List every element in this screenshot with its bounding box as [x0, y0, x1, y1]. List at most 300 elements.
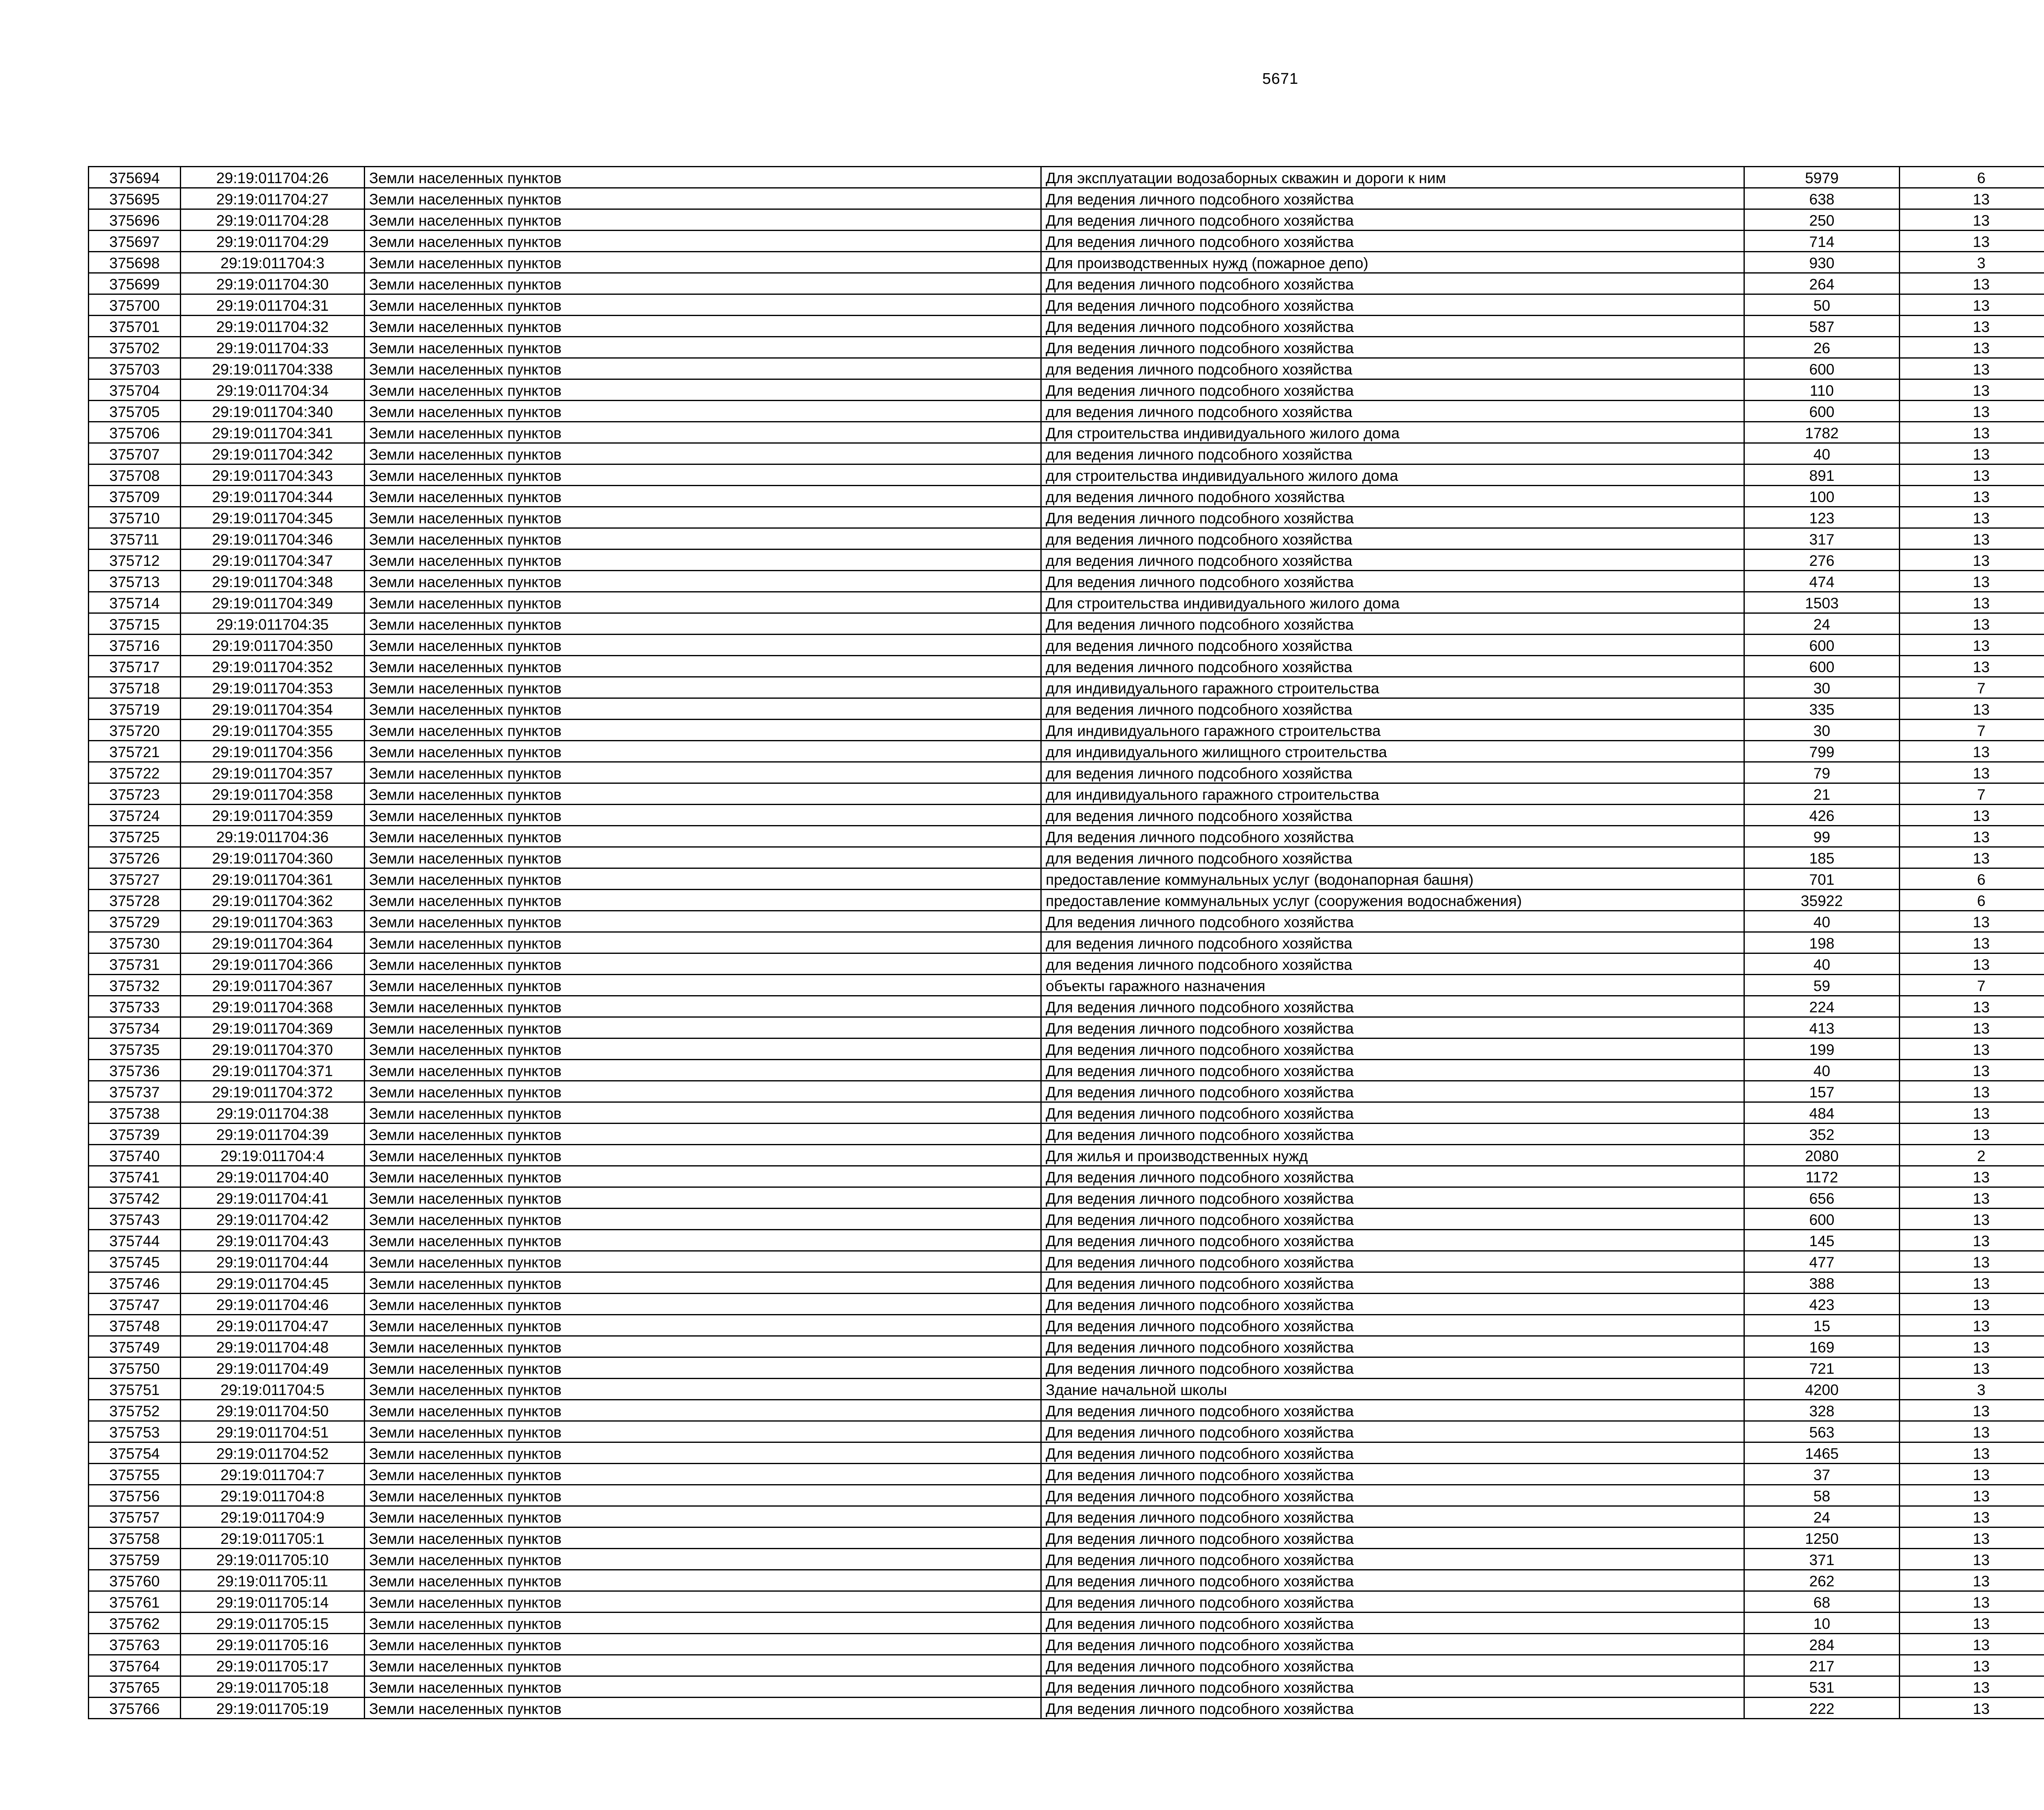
record-number-cell: 375709	[89, 486, 181, 507]
cadastral-number-cell: 29:19:011704:362	[181, 890, 365, 911]
permitted-use-cell: Для жилья и производственных нужд	[1041, 1145, 1744, 1166]
permitted-use-cell: Для ведения личного подсобного хозяйства	[1041, 1209, 1744, 1230]
permitted-use-cell: Для ведения личного подсобного хозяйства	[1041, 613, 1744, 635]
area-cell: 100	[1744, 486, 1900, 507]
cadastral-number-cell: 29:19:011704:364	[181, 932, 365, 953]
group-cell: 13	[1900, 1294, 2044, 1315]
record-number-cell: 375760	[89, 1570, 181, 1591]
permitted-use-cell: для ведения личного подсобного хозяйства	[1041, 762, 1744, 783]
table-row	[89, 1570, 2044, 1591]
group-cell: 13	[1900, 635, 2044, 656]
table-row	[89, 1464, 2044, 1485]
land-category-cell: Земли населенных пунктов	[365, 167, 1041, 188]
group-cell: 13	[1900, 550, 2044, 571]
land-category-cell: Земли населенных пунктов	[365, 1527, 1041, 1549]
land-category-cell: Земли населенных пунктов	[365, 464, 1041, 486]
record-number-cell: 375759	[89, 1549, 181, 1570]
area-cell: 317	[1744, 528, 1900, 550]
cadastral-number-cell: 29:19:011704:346	[181, 528, 365, 550]
area-cell: 40	[1744, 953, 1900, 975]
record-number-cell: 375712	[89, 550, 181, 571]
land-category-cell: Земли населенных пунктов	[365, 379, 1041, 401]
area-cell: 388	[1744, 1272, 1900, 1294]
land-category-cell: Земли населенных пунктов	[365, 1230, 1041, 1251]
table-row	[89, 1145, 2044, 1166]
land-category-cell: Земли населенных пунктов	[365, 826, 1041, 847]
cadastral-number-cell: 29:19:011705:11	[181, 1570, 365, 1591]
group-cell: 13	[1900, 337, 2044, 358]
permitted-use-cell: Для ведения личного подсобного хозяйства	[1041, 1081, 1744, 1102]
record-number-cell: 375713	[89, 571, 181, 592]
table-row	[89, 273, 2044, 294]
area-cell: 484	[1744, 1102, 1900, 1124]
cadastral-number-cell: 29:19:011704:29	[181, 231, 365, 252]
table-row	[89, 1294, 2044, 1315]
area-cell: 2080	[1744, 1145, 1900, 1166]
cadastral-number-cell: 29:19:011704:41	[181, 1187, 365, 1209]
permitted-use-cell: для индивидуального гаражного строительства	[1041, 677, 1744, 698]
table-row	[89, 1400, 2044, 1421]
table-row	[89, 528, 2044, 550]
area-cell: 335	[1744, 698, 1900, 720]
permitted-use-cell: Для ведения личного подсобного хозяйства	[1041, 1634, 1744, 1655]
cadastral-number-cell: 29:19:011704:342	[181, 443, 365, 464]
area-cell: 198	[1744, 932, 1900, 953]
area-cell: 930	[1744, 252, 1900, 273]
land-category-cell: Земли населенных пунктов	[365, 316, 1041, 337]
group-cell: 13	[1900, 528, 2044, 550]
permitted-use-cell: Для ведения личного подсобного хозяйства	[1041, 1294, 1744, 1315]
group-cell: 13	[1900, 1400, 2044, 1421]
land-category-cell: Земли населенных пунктов	[365, 1613, 1041, 1634]
cadastral-number-cell: 29:19:011705:17	[181, 1655, 365, 1676]
area-cell: 721	[1744, 1357, 1900, 1379]
area-cell: 58	[1744, 1485, 1900, 1506]
record-number-cell: 375707	[89, 443, 181, 464]
table-row	[89, 890, 2044, 911]
cadastral-table	[88, 166, 2044, 1719]
table-row	[89, 422, 2044, 443]
area-cell: 413	[1744, 1017, 1900, 1038]
land-category-cell: Земли населенных пунктов	[365, 1166, 1041, 1187]
record-number-cell: 375741	[89, 1166, 181, 1187]
permitted-use-cell: для ведения личного подсобного хозяйства	[1041, 550, 1744, 571]
table-row	[89, 1336, 2044, 1357]
record-number-cell: 375732	[89, 975, 181, 996]
cadastral-number-cell: 29:19:011704:38	[181, 1102, 365, 1124]
cadastral-number-cell: 29:19:011704:8	[181, 1485, 365, 1506]
record-number-cell: 375735	[89, 1038, 181, 1060]
group-cell: 13	[1900, 209, 2044, 231]
area-cell: 1782	[1744, 422, 1900, 443]
land-category-cell: Земли населенных пунктов	[365, 1251, 1041, 1272]
cadastral-number-cell: 29:19:011704:26	[181, 167, 365, 188]
permitted-use-cell: Для ведения личного подсобного хозяйства	[1041, 188, 1744, 209]
record-number-cell: 375763	[89, 1634, 181, 1655]
group-cell: 13	[1900, 1676, 2044, 1698]
land-category-cell: Земли населенных пунктов	[365, 911, 1041, 932]
table-row	[89, 592, 2044, 613]
area-cell: 262	[1744, 1570, 1900, 1591]
area-cell: 1250	[1744, 1527, 1900, 1549]
area-cell: 40	[1744, 443, 1900, 464]
table-row	[89, 1038, 2044, 1060]
area-cell: 30	[1744, 720, 1900, 741]
group-cell: 13	[1900, 847, 2044, 868]
land-category-cell: Земли населенных пунктов	[365, 528, 1041, 550]
table-row	[89, 486, 2044, 507]
table-row	[89, 720, 2044, 741]
table-row	[89, 1591, 2044, 1613]
cadastral-number-cell: 29:19:011704:360	[181, 847, 365, 868]
group-cell: 13	[1900, 358, 2044, 379]
group-cell: 13	[1900, 1549, 2044, 1570]
cadastral-number-cell: 29:19:011704:359	[181, 805, 365, 826]
permitted-use-cell: для ведения личного подобного хозяйства	[1041, 486, 1744, 507]
cadastral-number-cell: 29:19:011705:16	[181, 1634, 365, 1655]
cadastral-number-cell: 29:19:011704:356	[181, 741, 365, 762]
table-row	[89, 741, 2044, 762]
permitted-use-cell: предоставление коммунальных услуг (водонапорная башня)	[1041, 868, 1744, 890]
land-category-cell: Земли населенных пунктов	[365, 698, 1041, 720]
record-number-cell: 375745	[89, 1251, 181, 1272]
record-number-cell: 375695	[89, 188, 181, 209]
area-cell: 587	[1744, 316, 1900, 337]
permitted-use-cell: Для ведения личного подсобного хозяйства	[1041, 1613, 1744, 1634]
cadastral-number-cell: 29:19:011704:348	[181, 571, 365, 592]
land-category-cell: Земли населенных пунктов	[365, 783, 1041, 805]
permitted-use-cell: Для ведения личного подсобного хозяйства	[1041, 911, 1744, 932]
area-cell: 701	[1744, 868, 1900, 890]
table-row	[89, 401, 2044, 422]
record-number-cell: 375702	[89, 337, 181, 358]
area-cell: 328	[1744, 1400, 1900, 1421]
record-number-cell: 375715	[89, 613, 181, 635]
cadastral-number-cell: 29:19:011704:4	[181, 1145, 365, 1166]
area-cell: 199	[1744, 1038, 1900, 1060]
permitted-use-cell: для ведения личного подсобного хозяйства	[1041, 635, 1744, 656]
group-cell: 13	[1900, 1315, 2044, 1336]
cadastral-number-cell: 29:19:011704:51	[181, 1421, 365, 1442]
permitted-use-cell: для ведения личного подсобного хозяйства	[1041, 401, 1744, 422]
cadastral-number-cell: 29:19:011704:52	[181, 1442, 365, 1464]
permitted-use-cell: Для ведения личного подсобного хозяйства	[1041, 1421, 1744, 1442]
area-cell: 891	[1744, 464, 1900, 486]
cadastral-number-cell: 29:19:011704:340	[181, 401, 365, 422]
record-number-cell: 375761	[89, 1591, 181, 1613]
permitted-use-cell: Для ведения личного подсобного хозяйства	[1041, 826, 1744, 847]
permitted-use-cell: Для эксплуатации водозаборных скважин и дороги к ним	[1041, 167, 1744, 188]
land-category-cell: Земли населенных пунктов	[365, 1294, 1041, 1315]
cadastral-number-cell: 29:19:011704:43	[181, 1230, 365, 1251]
table-row	[89, 847, 2044, 868]
group-cell: 13	[1900, 231, 2044, 252]
record-number-cell: 375718	[89, 677, 181, 698]
table-row	[89, 635, 2044, 656]
record-number-cell: 375753	[89, 1421, 181, 1442]
cadastral-number-cell: 29:19:011704:355	[181, 720, 365, 741]
record-number-cell: 375730	[89, 932, 181, 953]
permitted-use-cell: Для ведения личного подсобного хозяйства	[1041, 294, 1744, 316]
record-number-cell: 375733	[89, 996, 181, 1017]
permitted-use-cell: для ведения личного подсобного хозяйства	[1041, 847, 1744, 868]
record-number-cell: 375720	[89, 720, 181, 741]
cadastral-number-cell: 29:19:011704:5	[181, 1379, 365, 1400]
land-category-cell: Земли населенных пунктов	[365, 1379, 1041, 1400]
land-category-cell: Земли населенных пунктов	[365, 847, 1041, 868]
permitted-use-cell: Для ведения личного подсобного хозяйства	[1041, 1124, 1744, 1145]
cadastral-number-cell: 29:19:011704:363	[181, 911, 365, 932]
record-number-cell: 375751	[89, 1379, 181, 1400]
permitted-use-cell: Для ведения личного подсобного хозяйства	[1041, 571, 1744, 592]
area-cell: 799	[1744, 741, 1900, 762]
cadastral-number-cell: 29:19:011704:34	[181, 379, 365, 401]
permitted-use-cell: Для ведения личного подсобного хозяйства	[1041, 1187, 1744, 1209]
cadastral-number-cell: 29:19:011704:368	[181, 996, 365, 1017]
group-cell: 13	[1900, 1272, 2044, 1294]
area-cell: 276	[1744, 550, 1900, 571]
table-row	[89, 252, 2044, 273]
land-category-cell: Земли населенных пунктов	[365, 1124, 1041, 1145]
area-cell: 224	[1744, 996, 1900, 1017]
record-number-cell: 375728	[89, 890, 181, 911]
land-category-cell: Земли населенных пунктов	[365, 1549, 1041, 1570]
record-number-cell: 375748	[89, 1315, 181, 1336]
permitted-use-cell: Для ведения личного подсобного хозяйства	[1041, 1549, 1744, 1570]
group-cell: 13	[1900, 613, 2044, 635]
land-category-cell: Земли населенных пунктов	[365, 507, 1041, 528]
table-row	[89, 1357, 2044, 1379]
land-category-cell: Земли населенных пунктов	[365, 1442, 1041, 1464]
cadastral-number-cell: 29:19:011705:15	[181, 1613, 365, 1634]
table-row	[89, 975, 2044, 996]
record-number-cell: 375699	[89, 273, 181, 294]
land-category-cell: Земли населенных пунктов	[365, 1698, 1041, 1719]
land-category-cell: Земли населенных пунктов	[365, 741, 1041, 762]
table-row	[89, 911, 2044, 932]
area-cell: 638	[1744, 188, 1900, 209]
land-category-cell: Земли населенных пунктов	[365, 656, 1041, 677]
group-cell: 13	[1900, 1038, 2044, 1060]
permitted-use-cell: объекты гаражного назначения	[1041, 975, 1744, 996]
permitted-use-cell: Здание начальной школы	[1041, 1379, 1744, 1400]
record-number-cell: 375719	[89, 698, 181, 720]
permitted-use-cell: Для ведения личного подсобного хозяйства	[1041, 1336, 1744, 1357]
area-cell: 264	[1744, 273, 1900, 294]
area-cell: 600	[1744, 635, 1900, 656]
group-cell: 13	[1900, 1209, 2044, 1230]
record-number-cell: 375750	[89, 1357, 181, 1379]
land-category-cell: Земли населенных пунктов	[365, 231, 1041, 252]
cadastral-number-cell: 29:19:011704:341	[181, 422, 365, 443]
group-cell: 13	[1900, 316, 2044, 337]
area-cell: 24	[1744, 1506, 1900, 1527]
land-category-cell: Земли населенных пунктов	[365, 1081, 1041, 1102]
land-category-cell: Земли населенных пунктов	[365, 1336, 1041, 1357]
group-cell: 13	[1900, 571, 2044, 592]
area-cell: 600	[1744, 401, 1900, 422]
permitted-use-cell: Для ведения личного подсобного хозяйства	[1041, 1357, 1744, 1379]
table-row	[89, 1166, 2044, 1187]
permitted-use-cell: Для ведения личного подсобного хозяйства	[1041, 1251, 1744, 1272]
table-row	[89, 337, 2044, 358]
group-cell: 13	[1900, 741, 2044, 762]
table-row	[89, 1676, 2044, 1698]
table-row	[89, 1187, 2044, 1209]
record-number-cell: 375736	[89, 1060, 181, 1081]
area-cell: 21	[1744, 783, 1900, 805]
record-number-cell: 375756	[89, 1485, 181, 1506]
permitted-use-cell: для ведения личного подсобного хозяйства	[1041, 932, 1744, 953]
record-number-cell: 375708	[89, 464, 181, 486]
cadastral-number-cell: 29:19:011704:36	[181, 826, 365, 847]
record-number-cell: 375747	[89, 1294, 181, 1315]
land-category-cell: Земли населенных пунктов	[365, 975, 1041, 996]
group-cell: 13	[1900, 1634, 2044, 1655]
permitted-use-cell: для ведения личного подсобного хозяйства	[1041, 805, 1744, 826]
group-cell: 13	[1900, 1613, 2044, 1634]
area-cell: 474	[1744, 571, 1900, 592]
land-category-cell: Земли населенных пунктов	[365, 1017, 1041, 1038]
cadastral-number-cell: 29:19:011704:369	[181, 1017, 365, 1038]
cadastral-number-cell: 29:19:011704:42	[181, 1209, 365, 1230]
permitted-use-cell: для ведения личного подсобного хозяйства	[1041, 953, 1744, 975]
record-number-cell: 375731	[89, 953, 181, 975]
land-category-cell: Земли населенных пунктов	[365, 1357, 1041, 1379]
cadastral-number-cell: 29:19:011704:366	[181, 953, 365, 975]
table-row	[89, 762, 2044, 783]
land-category-cell: Земли населенных пунктов	[365, 1506, 1041, 1527]
area-cell: 423	[1744, 1294, 1900, 1315]
table-row	[89, 613, 2044, 635]
table-row	[89, 1527, 2044, 1549]
group-cell: 13	[1900, 1464, 2044, 1485]
area-cell: 714	[1744, 231, 1900, 252]
table-row	[89, 379, 2044, 401]
record-number-cell: 375701	[89, 316, 181, 337]
group-cell: 13	[1900, 1357, 2044, 1379]
record-number-cell: 375758	[89, 1527, 181, 1549]
table-row	[89, 677, 2044, 698]
table-row	[89, 1442, 2044, 1464]
group-cell: 13	[1900, 188, 2044, 209]
record-number-cell: 375710	[89, 507, 181, 528]
land-category-cell: Земли населенных пунктов	[365, 932, 1041, 953]
record-number-cell: 375722	[89, 762, 181, 783]
record-number-cell: 375716	[89, 635, 181, 656]
land-category-cell: Земли населенных пунктов	[365, 401, 1041, 422]
area-cell: 157	[1744, 1081, 1900, 1102]
permitted-use-cell: для ведения личного подсобного хозяйства	[1041, 656, 1744, 677]
group-cell: 2	[1900, 1145, 2044, 1166]
permitted-use-cell: для индивидуального гаражного строительства	[1041, 783, 1744, 805]
record-number-cell: 375717	[89, 656, 181, 677]
area-cell: 79	[1744, 762, 1900, 783]
cadastral-number-cell: 29:19:011704:3	[181, 252, 365, 273]
table-row	[89, 698, 2044, 720]
cadastral-number-cell: 29:19:011704:31	[181, 294, 365, 316]
area-cell: 222	[1744, 1698, 1900, 1719]
cadastral-number-cell: 29:19:011705:19	[181, 1698, 365, 1719]
record-number-cell: 375721	[89, 741, 181, 762]
cadastral-number-cell: 29:19:011704:349	[181, 592, 365, 613]
cadastral-number-cell: 29:19:011704:358	[181, 783, 365, 805]
permitted-use-cell: Для ведения личного подсобного хозяйства	[1041, 1442, 1744, 1464]
table-row	[89, 550, 2044, 571]
record-number-cell: 375711	[89, 528, 181, 550]
group-cell: 13	[1900, 1421, 2044, 1442]
area-cell: 600	[1744, 656, 1900, 677]
area-cell: 24	[1744, 613, 1900, 635]
group-cell: 13	[1900, 656, 2044, 677]
cadastral-number-cell: 29:19:011704:367	[181, 975, 365, 996]
group-cell: 13	[1900, 401, 2044, 422]
record-number-cell: 375696	[89, 209, 181, 231]
land-category-cell: Земли населенных пунктов	[365, 1102, 1041, 1124]
permitted-use-cell: для ведения личного подсобного хозяйства	[1041, 358, 1744, 379]
table-row	[89, 571, 2044, 592]
permitted-use-cell: Для производственных нужд (пожарное депо)	[1041, 252, 1744, 273]
cadastral-number-cell: 29:19:011704:27	[181, 188, 365, 209]
cadastral-number-cell: 29:19:011704:353	[181, 677, 365, 698]
cadastral-number-cell: 29:19:011705:10	[181, 1549, 365, 1570]
land-category-cell: Земли населенных пунктов	[365, 592, 1041, 613]
cadastral-number-cell: 29:19:011704:361	[181, 868, 365, 890]
record-number-cell: 375703	[89, 358, 181, 379]
group-cell: 13	[1900, 1655, 2044, 1676]
land-category-cell: Земли населенных пунктов	[365, 571, 1041, 592]
group-cell: 7	[1900, 720, 2044, 741]
table-row	[89, 783, 2044, 805]
cadastral-number-cell: 29:19:011704:48	[181, 1336, 365, 1357]
table-row	[89, 1017, 2044, 1038]
area-cell: 600	[1744, 358, 1900, 379]
group-cell: 13	[1900, 1187, 2044, 1209]
group-cell: 13	[1900, 1017, 2044, 1038]
table-row	[89, 167, 2044, 188]
record-number-cell: 375752	[89, 1400, 181, 1421]
group-cell: 13	[1900, 1060, 2044, 1081]
group-cell: 7	[1900, 783, 2044, 805]
permitted-use-cell: Для ведения личного подсобного хозяйства	[1041, 1676, 1744, 1698]
cadastral-number-cell: 29:19:011704:45	[181, 1272, 365, 1294]
table-row	[89, 1549, 2044, 1570]
group-cell: 13	[1900, 443, 2044, 464]
cadastral-number-cell: 29:19:011704:338	[181, 358, 365, 379]
permitted-use-cell: предоставление коммунальных услуг (сооружения водоснабжения)	[1041, 890, 1744, 911]
record-number-cell: 375723	[89, 783, 181, 805]
table-row	[89, 1315, 2044, 1336]
group-cell: 13	[1900, 486, 2044, 507]
table-row	[89, 1124, 2044, 1145]
table-row	[89, 1634, 2044, 1655]
permitted-use-cell: Для ведения личного подсобного хозяйства	[1041, 1060, 1744, 1081]
group-cell: 13	[1900, 953, 2044, 975]
record-number-cell: 375738	[89, 1102, 181, 1124]
land-category-cell: Земли населенных пунктов	[365, 1315, 1041, 1336]
land-category-cell: Земли населенных пунктов	[365, 209, 1041, 231]
land-category-cell: Земли населенных пунктов	[365, 443, 1041, 464]
permitted-use-cell: Для ведения личного подсобного хозяйства	[1041, 1506, 1744, 1527]
land-category-cell: Земли населенных пунктов	[365, 337, 1041, 358]
area-cell: 531	[1744, 1676, 1900, 1698]
permitted-use-cell: Для ведения личного подсобного хозяйства	[1041, 1485, 1744, 1506]
area-cell: 123	[1744, 507, 1900, 528]
land-category-cell: Земли населенных пунктов	[365, 1421, 1041, 1442]
land-category-cell: Земли населенных пунктов	[365, 252, 1041, 273]
record-number-cell: 375726	[89, 847, 181, 868]
area-cell: 59	[1744, 975, 1900, 996]
